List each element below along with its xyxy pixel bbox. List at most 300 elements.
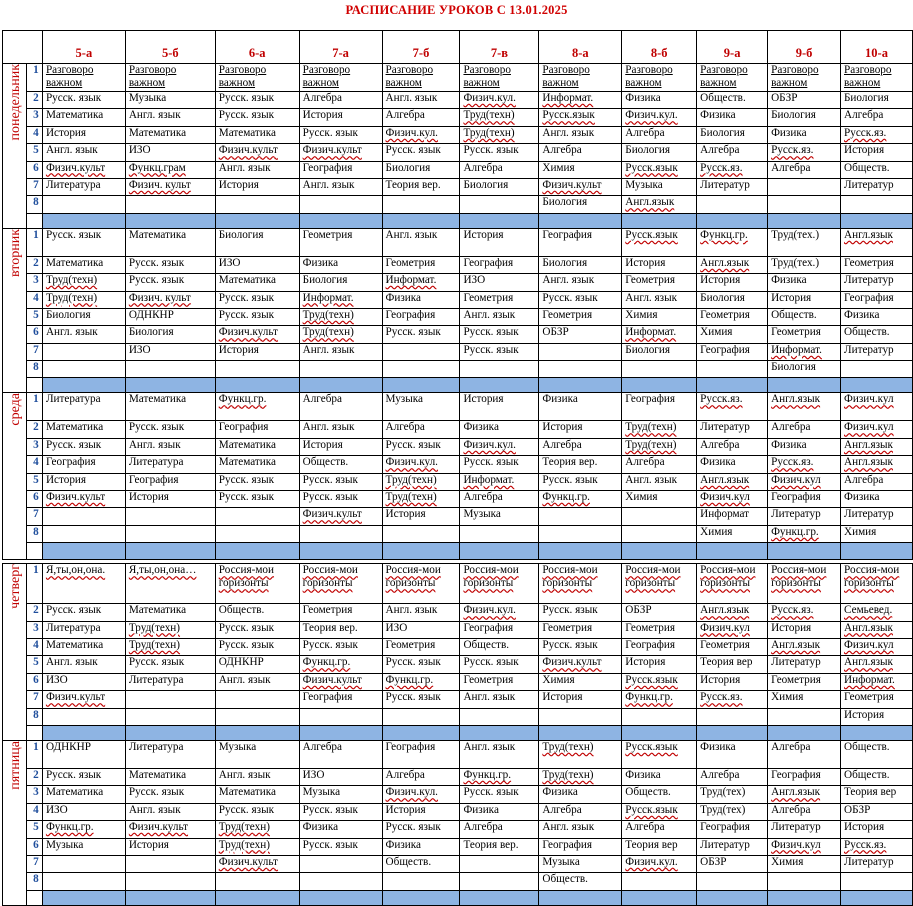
subject-text: Литератур [844,855,894,868]
subject-text: Алгебра [542,438,582,451]
lesson-row [3,291,913,308]
lesson-cell [539,656,622,673]
lesson-cell [460,838,539,855]
class-header: 5-б [125,31,215,64]
lesson-cell [299,178,382,195]
lesson-cell [697,803,768,820]
subject-text: Труд(техн) [385,473,437,486]
lesson-cell [125,638,215,655]
lesson-cell [299,92,382,109]
lesson-cell [539,621,622,638]
lesson-cell [539,473,622,490]
subject-text: Математика [45,638,104,651]
lesson-cell [768,438,841,455]
subject-text: География [542,228,593,241]
subject-text: Русск. язык [45,768,102,781]
subject-text: Алгебра [625,456,665,469]
subject-text: Русск. язык [542,291,598,304]
subject-text: Теория вер. [385,178,441,191]
lesson-cell [622,740,697,768]
lesson-cell [215,473,299,490]
class-header: 6-а [215,31,299,64]
lesson-cell [460,456,539,473]
lesson-cell [460,873,539,890]
separator-cell [460,890,539,905]
separator-cell [299,543,382,560]
lesson-cell [697,438,768,455]
subject-text: Функц.гр. [542,491,590,504]
subject-text: Геометрия [302,604,353,617]
lesson-cell [125,786,215,803]
separator-cell [622,213,697,228]
lesson-cell [768,768,841,785]
subject-text: Функц.гр. [45,821,94,834]
subject-text: Русск. язык [128,656,185,669]
subject-text: Русск. язык [385,656,441,669]
lesson-cell [697,393,768,421]
lesson-cell [768,508,841,525]
subject-text: Россия-мои горизонты [625,564,681,590]
subject-text: Русск. язык [45,92,102,104]
separator-cell [42,378,125,393]
subject-text: Информат. [302,291,354,304]
subject-text: Алгебра [625,821,665,834]
lesson-cell [622,855,697,872]
subject-text: Литератур [771,821,821,834]
subject-text: Информат. [385,274,437,287]
subject-text: Труд(техн) [625,421,677,434]
subject-text: Англ. язык [542,821,595,834]
lesson-cell [215,196,299,213]
lesson-cell [215,126,299,143]
lesson-cell [841,621,913,638]
separator-cell [42,213,125,228]
subject-text: Физика [463,803,499,816]
lesson-number: 3 [26,438,42,455]
lesson-cell [382,656,460,673]
lesson-cell [382,109,460,126]
subject-text: Теория вер. [542,456,598,469]
subject-text: Физич.кул. [463,438,516,451]
subject-text: История [844,708,885,721]
lesson-cell [841,803,913,820]
subject-text: ОДНКНР [218,656,264,669]
subject-text: Англ. язык [45,144,98,157]
lesson-cell [382,421,460,438]
separator-cell [841,213,913,228]
subject-text: Алгебра [302,92,342,104]
lesson-cell [460,673,539,690]
lesson-cell [215,178,299,195]
subject-text: Физика [302,256,339,269]
lesson-cell [622,291,697,308]
subject-text: Музыка [302,786,341,799]
subject-text: Русск. язык [302,473,358,486]
subject-text: География [302,161,353,174]
subject-text: Физика [844,491,880,504]
separator-cell [382,213,460,228]
lesson-cell [622,92,697,109]
lesson-cell [299,621,382,638]
lesson-cell [299,64,382,92]
lesson-cell [215,786,299,803]
subject-text: География [771,768,821,781]
subject-text: Разговоро важном [128,64,177,89]
lesson-cell [42,161,125,178]
lesson-cell [299,326,382,343]
lesson-number: 5 [26,473,42,490]
subject-text: Русск. язык [218,109,275,122]
lesson-cell [215,768,299,785]
lesson-cell [539,673,622,690]
subject-text: История [463,393,504,406]
day-separator [3,890,913,905]
lesson-row [3,768,913,785]
subject-text: Русск. язык [128,786,185,799]
lesson-number: 6 [26,326,42,343]
subject-text: ИЗО [463,274,486,287]
lesson-cell [768,421,841,438]
separator-cell [382,725,460,740]
subject-text: Русск. язык [45,438,102,451]
lesson-cell [768,326,841,343]
subject-text: Труд(техн) [45,291,98,304]
class-header: 7-а [299,31,382,64]
subject-text: Россия-мои горизонты [218,564,275,590]
subject-text: ИЗО [218,256,241,269]
lesson-cell [768,228,841,256]
subject-text: ИЗО [128,343,151,356]
lesson-row [3,691,913,708]
subject-text: Англ.язык [700,256,750,269]
class-header-row [3,31,913,64]
lesson-cell [539,126,622,143]
lesson-cell [460,196,539,213]
lesson-cell [539,161,622,178]
subject-text: Математика [45,109,104,122]
lesson-cell [841,256,913,273]
subject-text: Информат. [771,343,822,356]
subject-text: История [218,178,259,191]
subject-text: Физика [625,92,661,104]
lesson-cell [697,838,768,855]
subject-text: География [463,256,514,269]
lesson-cell [622,691,697,708]
lesson-cell [299,786,382,803]
lesson-cell [382,508,460,525]
lesson-cell [841,473,913,490]
subject-text: Англ. язык [542,126,595,139]
lesson-cell [460,525,539,542]
lesson-cell [42,256,125,273]
lesson-cell [768,291,841,308]
class-header: 9-а [697,31,768,64]
lesson-number: 6 [26,491,42,508]
separator-cell [460,725,539,740]
subject-text: Русск.яз. [771,604,814,617]
subject-text: Россия-мои горизонты [542,564,598,590]
lesson-cell [768,564,841,604]
subject-text: Литератур [700,178,750,191]
lesson-cell [697,178,768,195]
lesson-cell [460,256,539,273]
lesson-cell [382,708,460,725]
lesson-cell [215,161,299,178]
lesson-cell [697,855,768,872]
lesson-cell [841,564,913,604]
subject-text: Разговоро важном [45,64,94,89]
page-title: РАСПИСАНИЕ УРОКОВ С 13.01.2025 [345,3,568,17]
subject-text: Литератур [771,656,821,669]
subject-text: Труд(техн) [463,109,515,122]
subject-text: Труд(техн) [45,274,98,287]
lesson-cell [697,786,768,803]
separator-cell [42,890,125,905]
class-header: 7-б [382,31,460,64]
lesson-cell [697,708,768,725]
subject-text: Обществ. [844,740,890,753]
lesson-cell [125,308,215,325]
lesson-cell [299,228,382,256]
lesson-cell [768,803,841,820]
lesson-cell [382,178,460,195]
lesson-cell [299,508,382,525]
subject-text: Англ. язык [302,178,355,191]
subject-text: Русск.яз. [700,691,743,704]
lesson-number: 2 [26,92,42,109]
lesson-cell [382,604,460,621]
lesson-cell [299,604,382,621]
separator-cell [215,213,299,228]
subject-text: Разговоро важном [463,64,511,89]
subject-text: Физика [771,274,807,287]
separator-cell [215,378,299,393]
subject-text: Труд(техн) [542,740,594,753]
lesson-cell [539,393,622,421]
subject-text: Русск.язык [625,161,678,174]
subject-text: Биология [463,178,509,191]
lesson-cell [215,361,299,378]
subject-text: Обществ. [844,768,890,781]
subject-text: Физич.культ [302,144,362,157]
lesson-cell [460,361,539,378]
lesson-cell [841,821,913,838]
lesson-cell [539,64,622,92]
subject-text: Литератур [844,178,894,191]
lesson-cell [299,343,382,360]
subject-text: Труд(техн) [128,638,181,651]
subject-text: Русск. язык [302,803,358,816]
lesson-cell [460,228,539,256]
subject-text: Разговоро важном [302,64,351,89]
subject-text: Литератур [700,421,750,434]
lesson-number: 2 [26,256,42,273]
subject-text: Русск. язык [218,92,275,104]
subject-text: Русск. язык [463,326,519,339]
lesson-number: 1 [26,564,42,604]
lesson-cell [382,673,460,690]
lesson-cell [125,525,215,542]
lesson-cell [622,873,697,890]
lesson-row [3,393,913,421]
subject-text: Англ. язык [45,656,98,669]
subject-text: Я,ты,он,она… [128,564,197,577]
subject-text: География [385,740,436,753]
subject-text: Литератур [844,508,894,521]
lesson-cell [697,109,768,126]
lesson-cell [697,326,768,343]
subject-text: Англ.язык [844,438,893,451]
subject-text: Русск.яз. [700,161,743,174]
subject-text: Литератур [844,274,894,287]
lesson-cell [42,109,125,126]
lesson-cell [299,656,382,673]
lesson-cell [539,178,622,195]
subject-text: Англ. язык [302,343,355,356]
lesson-cell [299,144,382,161]
lesson-cell [382,473,460,490]
subject-text: Англ.язык [700,473,750,486]
subject-text: Русск.язык [625,673,678,686]
lesson-cell [841,691,913,708]
lesson-cell [299,638,382,655]
lesson-row [3,821,913,838]
subject-text: Физика [385,291,422,304]
subject-text: Физич.культ [302,508,362,521]
day-label: среда [7,393,23,427]
lesson-cell [215,274,299,291]
lesson-cell [42,621,125,638]
lesson-cell [622,361,697,378]
lesson-cell [622,161,697,178]
subject-text: Разговоро важном [844,64,892,89]
lesson-cell [539,228,622,256]
subject-text: Биология [218,228,264,241]
lesson-cell [299,421,382,438]
separator-cell [382,890,460,905]
subject-text: Геометрия [302,228,353,241]
lesson-cell [460,178,539,195]
lesson-cell [215,491,299,508]
lesson-cell [697,291,768,308]
subject-text: ОБЗР [625,604,652,617]
lesson-cell [42,768,125,785]
lesson-cell [697,768,768,785]
lesson-cell [539,343,622,360]
lesson-cell [42,508,125,525]
lesson-cell [125,708,215,725]
subject-text: Разговоро важном [625,64,673,89]
subject-text: Англ. язык [218,161,271,174]
subject-text: Физич.культ [128,821,189,834]
lesson-cell [697,343,768,360]
separator-cell [697,378,768,393]
lesson-cell [215,228,299,256]
subject-text: Функц.гр. [700,228,748,241]
lesson-number: 8 [26,196,42,213]
lesson-cell [841,740,913,768]
subject-text: Биология [771,109,816,122]
lesson-cell [697,621,768,638]
separator-cell [622,378,697,393]
lesson-cell [382,838,460,855]
lesson-cell [42,491,125,508]
lesson-cell [125,144,215,161]
lesson-cell [697,508,768,525]
lesson-cell [42,274,125,291]
subject-text: Русск. язык [385,326,441,339]
lesson-cell [460,691,539,708]
lesson-cell [622,768,697,785]
subject-text: Англ. язык [463,691,516,704]
separator-number-cell [26,213,42,228]
lesson-cell [125,64,215,92]
day-separator [3,378,913,393]
lesson-cell [215,291,299,308]
lesson-cell [460,126,539,143]
lesson-cell [299,161,382,178]
lesson-cell [697,656,768,673]
lesson-cell [697,196,768,213]
lesson-cell [768,855,841,872]
subject-text: География [700,821,750,834]
class-header: 5-а [42,31,125,64]
lesson-cell [539,838,622,855]
separator-cell [697,543,768,560]
lesson-number: 7 [26,508,42,525]
subject-text: География [463,621,514,634]
separator-cell [125,543,215,560]
subject-text: Физика [385,838,422,851]
subject-text: Обществ. [385,855,432,868]
subject-text: Геометрия [542,308,593,321]
lesson-cell [460,708,539,725]
lesson-number: 2 [26,421,42,438]
subject-text: Физич.кул [771,473,821,486]
lesson-cell [125,178,215,195]
subject-text: Литератур [771,508,821,521]
lesson-cell [539,438,622,455]
lesson-cell [539,604,622,621]
lesson-cell [382,855,460,872]
lesson-cell [841,291,913,308]
lesson-cell [215,393,299,421]
lesson-cell [42,196,125,213]
subject-text: Англ.язык [844,621,893,634]
lesson-cell [42,604,125,621]
class-header: 8-а [539,31,622,64]
lesson-cell [841,673,913,690]
lesson-row [3,838,913,855]
lesson-cell [382,740,460,768]
lesson-cell [125,491,215,508]
lesson-cell [697,228,768,256]
separator-cell [841,890,913,905]
subject-text: Физич.кул [844,421,894,434]
subject-text: Геометрия [385,638,436,651]
subject-text: Биология [542,256,588,269]
lesson-row [3,604,913,621]
lesson-row [3,708,913,725]
subject-text: Англ. язык [128,803,181,816]
lesson-cell [460,508,539,525]
subject-text: Функц.гр. [302,656,351,669]
subject-text: Теория вер. [302,621,358,634]
lesson-cell [768,144,841,161]
subject-text: Англ.язык [771,393,821,406]
subject-text: Алгебра [771,740,811,753]
lesson-cell [42,691,125,708]
